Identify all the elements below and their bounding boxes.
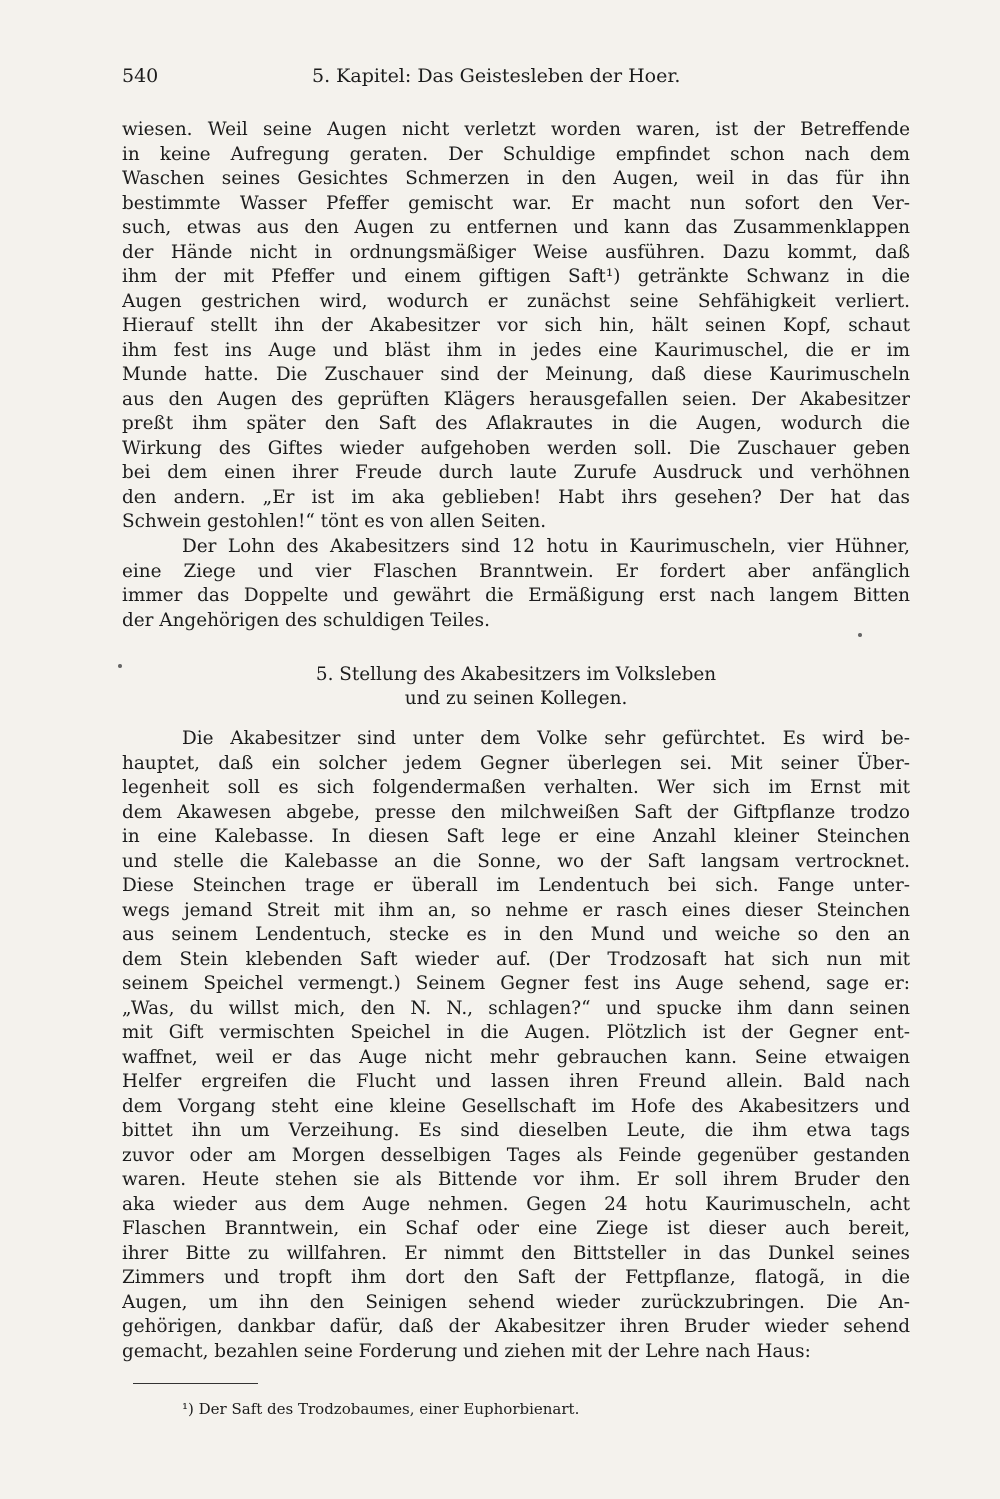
section-heading-line-2: und zu seinen Kollegen. (404, 688, 628, 709)
text-line: in keine Aufregung geraten. Der Schuldige empfindet schon nach dem (122, 143, 910, 165)
text-line: bittet ihn um Verzeihung. Es sind dieselben Leute, die ihm etwa tags (122, 1120, 910, 1141)
text-line: der Angehörigen des schuldigen Teiles. (122, 609, 490, 631)
text-line: der Hände nicht in ordnungsmäßiger Weise ausführen. Dazu kommt, daß (122, 241, 910, 263)
text-line: Die Akabesitzer sind unter dem Volke sehr gefürchtet. Es wird be- (182, 728, 910, 749)
footnote-divider (133, 1383, 258, 1384)
paragraph-3 (122, 727, 910, 1364)
text-line: Diese Steinchen trage er überall im Lendentuch bei sich. Fange unter- (122, 875, 910, 896)
text-line: gehörigen, dankbar dafür, daß der Akabesitzer ihren Bruder wieder sehend (122, 1316, 910, 1337)
text-line: wiesen. Weil seine Augen nicht verletzt worden waren, ist der Betreffende (122, 119, 910, 140)
text-line: zuvor oder am Morgen desselbigen Tages als Feinde gegenüber gestanden (122, 1144, 910, 1166)
text-line: hauptet, daß ein solcher jedem Gegner überlegen sei. Mit seiner Über- (122, 752, 910, 774)
text-line: Augen, um ihn den Seinigen sehend wieder zurückzubringen. Die An- (122, 1291, 910, 1313)
section-heading-line-1: 5. Stellung des Akabesitzers im Volksleben (315, 664, 717, 685)
text-line: mit Gift vermischten Speichel in die Augen. Plötzlich ist der Gegner ent- (122, 1022, 910, 1043)
text-line: Helfer ergreifen die Flucht und lassen ihren Freund allein. Bald nach (122, 1071, 910, 1092)
text-line: „Was, du willst mich, den N. N., schlagen?“ und spucke ihm dann seinen (122, 997, 910, 1019)
text-line: den andern. „Er ist im aka geblieben! Habt ihrs gesehen? Der hat das (122, 486, 910, 508)
text-line: aus seinem Lendentuch, stecke es in den Mund und weiche so den an (122, 924, 910, 945)
text-line: dem Vorgang steht eine kleine Gesellschaft im Hofe des Akabesitzers und (122, 1095, 910, 1117)
text-line: Der Lohn des Akabesitzers sind 12 hotu in Kaurimuscheln, vier Hühner, (182, 536, 910, 557)
margin-mark (118, 664, 122, 668)
text-line: Wirkung des Giftes wieder aufgehoben werden soll. Die Zuschauer geben (122, 437, 910, 459)
text-line: Schwein gestohlen!“ tönt es von allen Seiten. (122, 511, 547, 532)
text-line: Augen gestrichen wird, wodurch er zunächst seine Sehfähigkeit verliert. (122, 290, 910, 312)
running-head: 5. Kapitel: Das Geistesleben der Hoer. (312, 65, 681, 87)
text-line: dem Stein klebenden Saft wieder auf. (Der Trodzosaft hat sich nun mit (122, 948, 910, 970)
text-line: Hierauf stellt ihn der Akabesitzer vor sich hin, hält seinen Kopf, schaut (122, 315, 910, 336)
text-line: waffnet, weil er das Auge nicht mehr gebrauchen kann. Seine etwaigen (122, 1046, 910, 1068)
text-line: Waschen seines Gesichtes Schmerzen in den Augen, weil in das für ihn (122, 168, 910, 189)
paragraph-1 (122, 118, 910, 535)
footnote: ¹) Der Saft des Trodzobaumes, einer Euphorbienart. (182, 1400, 580, 1418)
text-line: ihrer Bitte zu willfahren. Er nimmt den Bittsteller in das Dunkel seines (122, 1242, 910, 1264)
text-line: Munde hatte. Die Zuschauer sind der Meinung, daß diese Kaurimuscheln (122, 364, 910, 385)
text-line: bei dem einen ihrer Freude durch laute Zurufe Ausdruck und verhöhnen (122, 462, 910, 483)
text-line: such, etwas aus den Augen zu entfernen und kann das Zusammenklappen (122, 217, 910, 238)
page-number: 540 (122, 65, 159, 87)
text-line: und stelle die Kalebasse an die Sonne, wo der Saft langsam vertrocknet. (122, 850, 910, 872)
text-line: aka wieder aus dem Auge nehmen. Gegen 24 hotu Kaurimuscheln, acht (122, 1193, 910, 1215)
text-line: Zimmers und tropft ihm dort den Saft der Fettpflanze, flatogã, in die (122, 1267, 910, 1288)
margin-mark (858, 633, 862, 637)
text-line: ihm der mit Pfeffer und einem giftigen Saft¹) getränkte Schwanz in die (122, 266, 910, 287)
paragraph-2 (122, 535, 910, 633)
text-line: aus den Augen des geprüften Klägers herausgefallen seien. Der Akabesitzer (122, 388, 910, 410)
text-line: bestimmte Wasser Pfeffer gemischt war. Er macht nun sofort den Ver- (122, 192, 910, 214)
page-header (122, 62, 912, 90)
text-line: preßt ihm später den Saft des Aflakrautes in die Augen, wodurch die (122, 413, 910, 434)
text-line: in eine Kalebasse. In diesen Saft lege er eine Anzahl kleiner Steinchen (122, 826, 910, 847)
text-line: legenheit soll es sich folgendermaßen verhalten. Wer sich im Ernst mit (122, 777, 910, 798)
text-line: Flaschen Branntwein, ein Schaf oder eine Ziege ist dieser auch bereit, (122, 1218, 910, 1239)
text-line: ihm fest ins Auge und bläst ihm in jedes eine Kaurimuschel, die er im (122, 339, 910, 361)
text-line: immer das Doppelte und gewährt die Ermäßigung erst nach langem Bitten (122, 585, 910, 606)
text-line: seinem Speichel vermengt.) Seinem Gegner fest ins Auge sehend, sage er: (122, 973, 910, 994)
text-line: eine Ziege und vier Flaschen Branntwein. Er fordert aber anfänglich (122, 560, 910, 582)
text-line: waren. Heute stehen sie als Bittende vor ihm. Er soll ihrem Bruder den (122, 1169, 910, 1190)
text-line: gemacht, bezahlen seine Forderung und ziehen mit der Lehre nach Haus: (122, 1340, 811, 1362)
text-line: wegs jemand Streit mit ihm an, so nehme er rasch eines dieser Steinchen (122, 899, 910, 921)
text-line: dem Akawesen abgebe, presse den milchweißen Saft der Giftpflanze trodzo (122, 801, 910, 823)
